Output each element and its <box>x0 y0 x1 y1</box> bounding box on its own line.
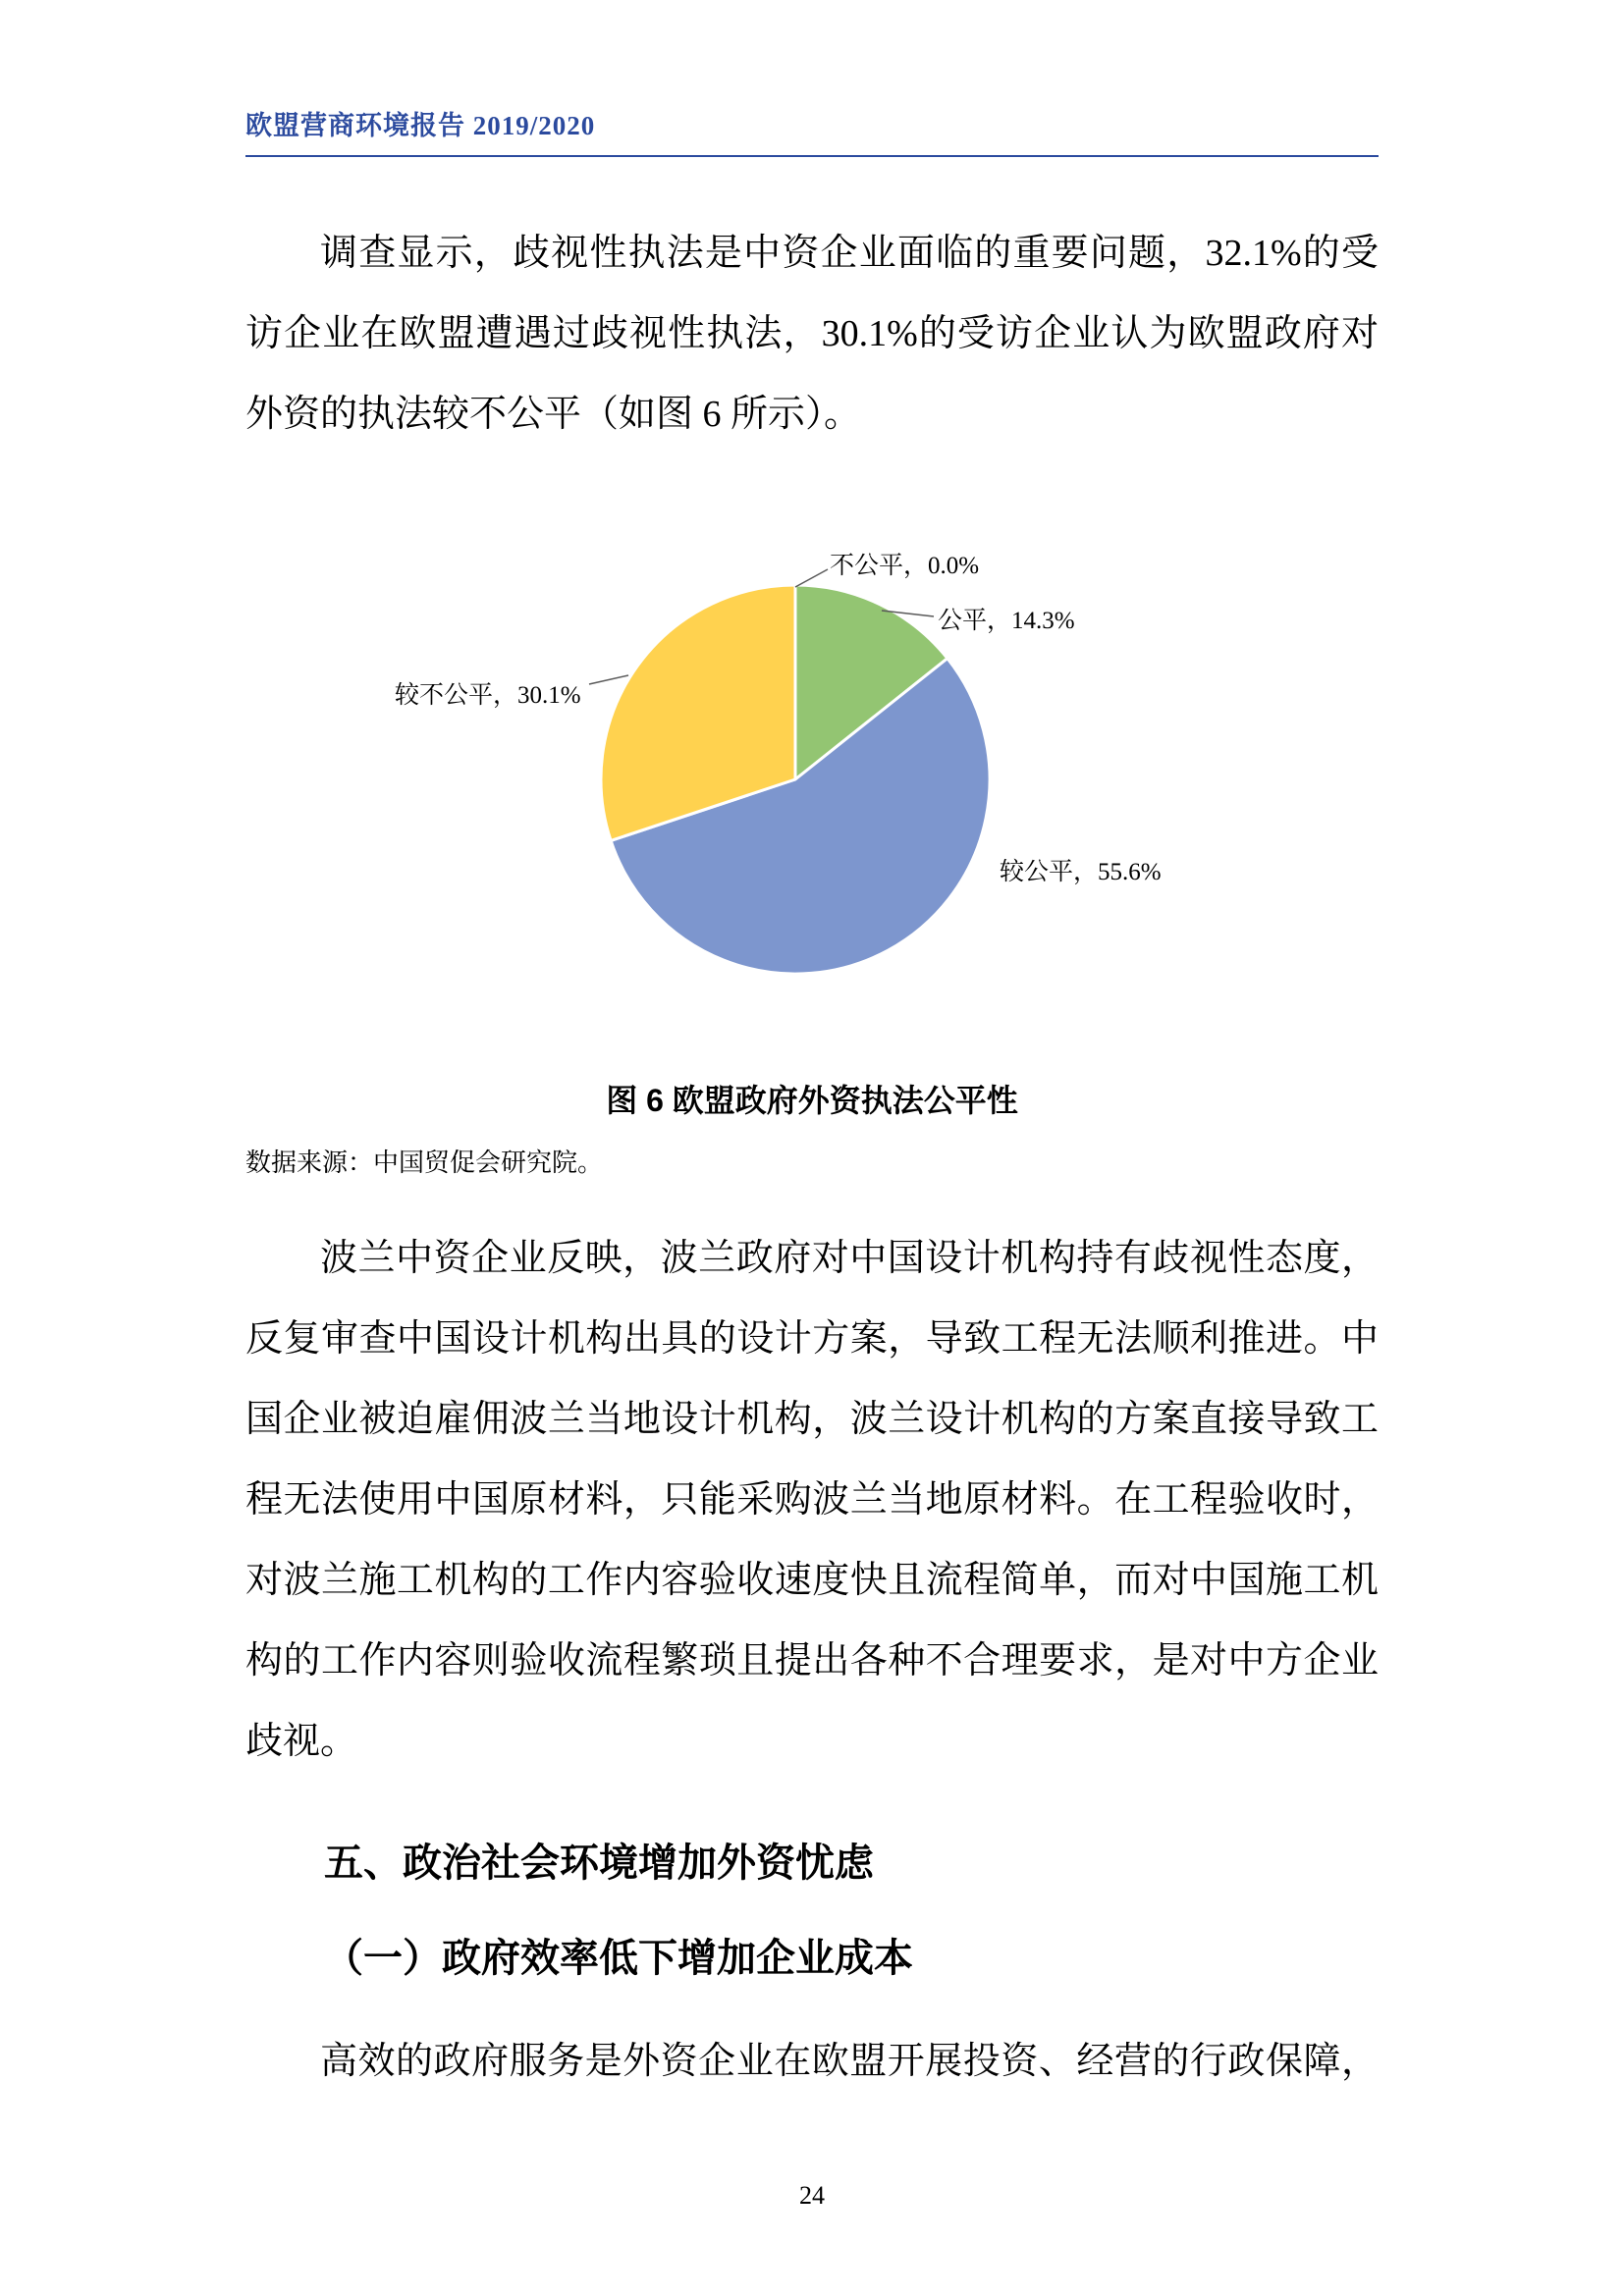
label-leader-line-relatively-unfair <box>589 675 628 684</box>
text-line: 访企业在欧盟遭遇过歧视性执法，30.1%的受访企业认为欧盟政府对 <box>245 313 1379 354</box>
text-line: 国企业被迫雇佣波兰当地设计机构，波兰设计机构的方案直接导致工 <box>245 1399 1379 1440</box>
page-header-title: 欧盟营商环境报告 2019/2020 <box>245 111 596 140</box>
page-number: 24 <box>799 2181 825 2210</box>
pie-chart-figure <box>245 530 1379 991</box>
pie-slices-group <box>601 585 990 974</box>
pie-label-relatively-fair: 较公平，55.6% <box>1000 859 1162 885</box>
text-line: 外资的执法较不公平（如图 6 所示）。 <box>245 394 862 435</box>
paragraph-3 <box>245 2021 1379 2102</box>
text-line: 反复审查中国设计机构出具的设计方案，导致工程无法顺利推进。中 <box>245 1318 1379 1360</box>
text-line: 对波兰施工机构的工作内容验收速度快且流程简单，而对中国施工机 <box>245 1560 1379 1601</box>
text-line: 调查显示，歧视性执法是中资企业面临的重要问题，32.1%的受 <box>320 233 1379 274</box>
text-line: 构的工作内容则验收流程繁琐且提出各种不合理要求，是对中方企业 <box>245 1640 1379 1682</box>
text-line: 程无法使用中国原材料，只能采购波兰当地原材料。在工程验收时， <box>245 1479 1379 1521</box>
text-line: 歧视。 <box>245 1721 358 1762</box>
text-line: 高效的政府服务是外资企业在欧盟开展投资、经营的行政保障， <box>320 2041 1379 2082</box>
section-heading: 五、政治社会环境增加外资忧虑 <box>324 1842 874 1885</box>
pie-label-fair: 公平，14.3% <box>938 608 1075 634</box>
pie-chart <box>245 530 1379 991</box>
pie-label-unfair: 不公平，0.0% <box>830 553 980 579</box>
subsection-heading: （一）政府效率低下增加企业成本 <box>324 1937 913 1980</box>
paragraph-1 <box>245 213 1379 454</box>
text-line: 波兰中资企业反映，波兰政府对中国设计机构持有歧视性态度， <box>320 1238 1379 1279</box>
data-source-note: 数据来源：中国贸促会研究院。 <box>245 1148 604 1177</box>
pie-label-relatively-unfair: 较不公平，30.1% <box>395 682 581 709</box>
figure-caption: 图 6 欧盟政府外资执法公平性 <box>606 1083 1018 1118</box>
paragraph-2 <box>245 1218 1379 1782</box>
header-rule <box>245 155 1379 157</box>
